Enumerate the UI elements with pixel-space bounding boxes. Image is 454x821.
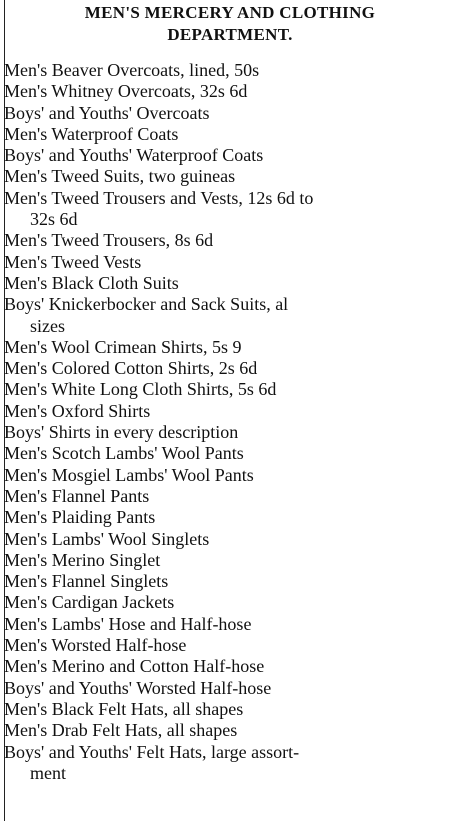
list-item: Boys' and Youths' Worsted Half-hose (4, 677, 272, 698)
list-item: Men's Drab Felt Hats, all shapes (4, 720, 238, 741)
list-item: Boys' and Youths' Felt Hats, large assort- (4, 741, 300, 762)
list-item: Men's Lambs' Wool Singlets (4, 528, 210, 549)
list-item: Men's Merino Singlet (4, 549, 161, 570)
list-item: Men's Black Cloth Suits (4, 272, 179, 293)
list-item: Men's Merino and Cotton Half-hose (4, 656, 265, 677)
list-item: Men's Flannel Pants (4, 485, 150, 506)
list-item: Men's Colored Cotton Shirts, 2s 6d (4, 358, 258, 379)
list-item: Men's Tweed Trousers and Vests, 12s 6d to (4, 187, 314, 208)
list-item: Men's Mosgiel Lambs' Wool Pants (4, 464, 254, 485)
list-item: Men's Cardigan Jackets (4, 592, 175, 613)
list-item: Men's Beaver Overcoats, lined, 50s (4, 60, 260, 80)
list-item: Men's Tweed Suits, two guineas (4, 166, 236, 187)
department-heading (8, 2, 452, 46)
list-item: Men's Whitney Overcoats, 32s 6d (4, 81, 248, 102)
list-item: Men's Tweed Vests (4, 251, 142, 272)
list-item: Men's Flannel Singlets (4, 571, 169, 592)
list-item: Men's Oxford Shirts (4, 400, 151, 421)
heading-line-2: DEPARTMENT. (167, 25, 293, 44)
list-item: Boys' Shirts in every description (4, 422, 239, 443)
list-item-continuation: 32s 6d (30, 209, 78, 230)
list-item: Boys' Knickerbocker and Sack Suits, al (4, 294, 289, 315)
list-item-continuation: ment (30, 762, 66, 783)
list-item: Boys' and Youths' Overcoats (4, 102, 210, 123)
heading-line-1: MEN'S MERCERY AND CLOTHING (84, 3, 376, 22)
product-list (4, 60, 452, 784)
list-item: Men's Wool Crimean Shirts, 5s 9 (4, 336, 242, 357)
list-item: Men's Plaiding Pants (4, 507, 156, 528)
list-item: Men's Scotch Lambs' Wool Pants (4, 443, 244, 464)
list-item: Men's Worsted Half-hose (4, 635, 187, 656)
list-item: Men's Waterproof Coats (4, 123, 179, 144)
list-item: Boys' and Youths' Waterproof Coats (4, 145, 264, 166)
list-item: Men's Black Felt Hats, all shapes (4, 698, 244, 719)
list-item: Men's Tweed Trousers, 8s 6d (4, 230, 214, 251)
list-item: Men's Lambs' Hose and Half-hose (4, 613, 252, 634)
list-item: Men's White Long Cloth Shirts, 5s 6d (4, 379, 277, 400)
list-item-continuation: sizes (30, 315, 65, 336)
